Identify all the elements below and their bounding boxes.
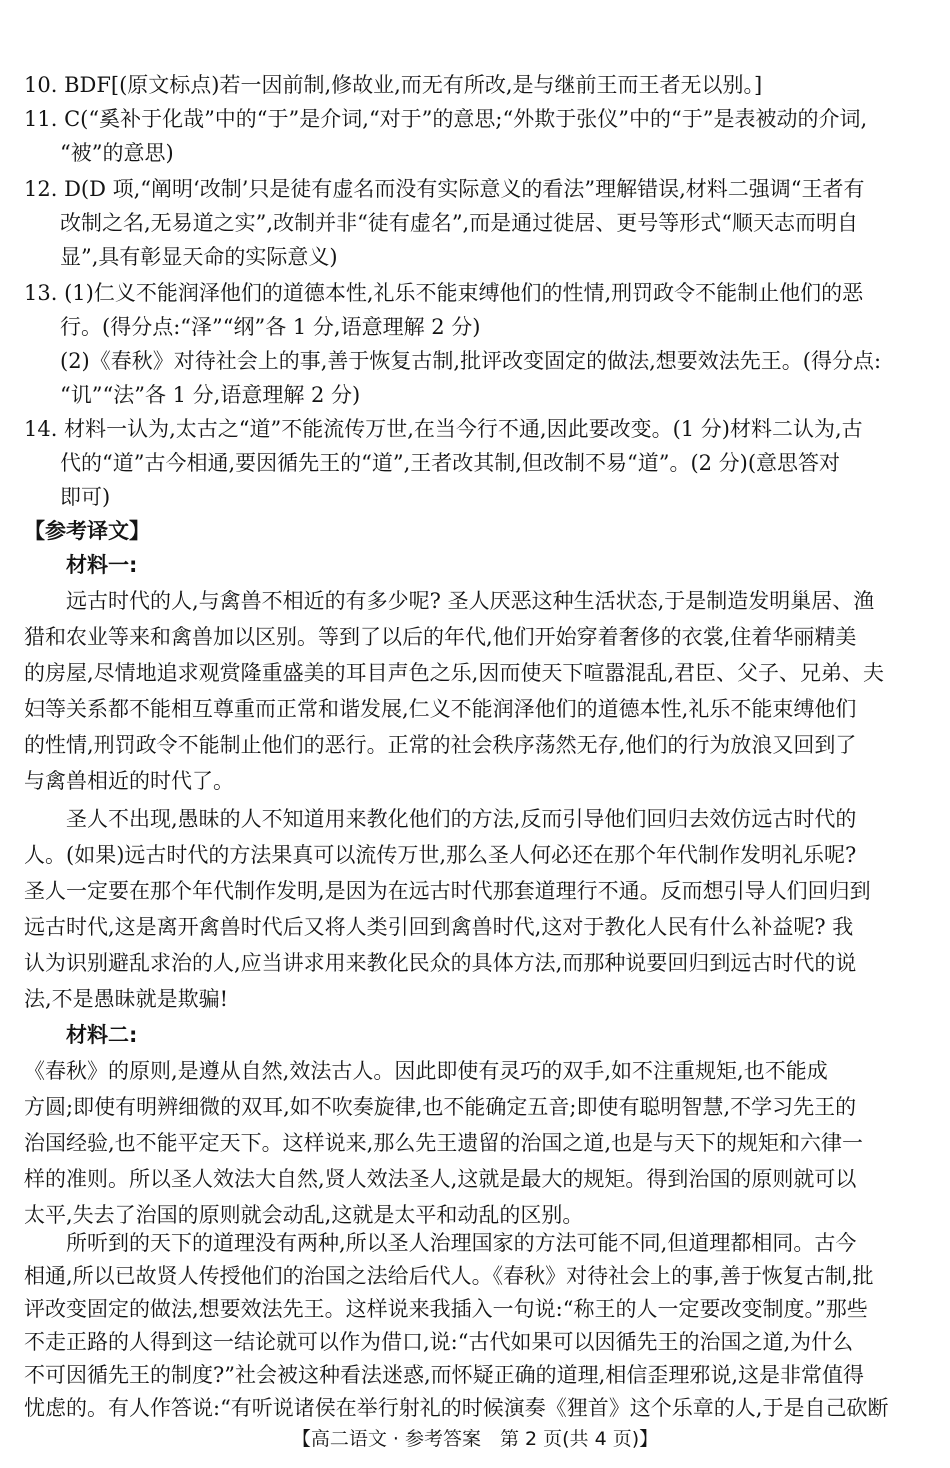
material-2-para-2-line: 不走正路的人得到这一结论就可以作为借口,说:“古代如果可以因循先王的治国之道,为什么	[24, 1330, 854, 1354]
material-1-title: 材料一:	[66, 553, 138, 577]
material-2-para-2-line: 评改变固定的做法,想要效法先王。这样说来我插入一句说:“称王的人一定要改变制度。”那些	[24, 1297, 868, 1321]
material-1-para-2-line: 圣人不出现,愚昧的人不知道用来教化他们的方法,反而引导他们回归去效仿远古时代的	[66, 807, 857, 831]
material-2-para-1-line: 方圆;即使有明辨细微的双耳,如不吹奏旋律,也不能确定五音;即使有聪明智慧,不学习先王的	[24, 1095, 857, 1119]
answer-q13-2-line: (2)《春秋》对待社会上的事,善于恢复古制,批评改变固定的做法,想要效法先王。(得分点:	[60, 349, 882, 373]
material-1-para-1-line: 与禽兽相近的时代了。	[24, 769, 234, 793]
material-1-para-1-line: 的性情,刑罚政令不能制止他们的恶行。正常的社会秩序荡然无存,他们的行为放浪又回到了	[24, 733, 857, 757]
material-1-para-2-line: 认为识别避乱求治的人,应当讲求用来教化民众的具体方法,而那种说要回归到远古时代的说	[24, 951, 857, 975]
material-1-para-1-line: 妇等关系都不能相互尊重而正常和谐发展,仁义不能润泽他们的道德本性,礼乐不能束缚他们	[24, 697, 857, 721]
material-1-para-2-line: 圣人一定要在那个年代制作发明,是因为在远古时代那套道理行不通。反而想引导人们回归到	[24, 879, 871, 903]
answer-q12-line: 改制之名,无易道之实”,改制并非“徒有虚名”,而是通过徙居、更号等形式“顺天志而明自	[60, 211, 858, 235]
answer-q11-line: “被”的意思)	[60, 141, 174, 165]
material-2-para-1-line: 太平,失去了治国的原则就会动乱,这就是太平和动乱的区别。	[24, 1203, 584, 1227]
material-1-para-2-line: 远古时代,这是离开禽兽时代后又将人类引回到禽兽时代,这对于教化人民有什么补益呢? 我	[24, 915, 854, 939]
material-2-para-2-line: 忧虑的。有人作答说:“有听说诸侯在举行射礼的时候演奏《狸首》这个乐章的人,于是自己砍断	[24, 1396, 889, 1420]
material-1-para-1-line: 的房屋,尽情地追求观赏隆重盛美的耳目声色之乐,因而使天下喧嚣混乱,君臣、父子、兄弟、夫	[24, 661, 885, 685]
material-2-title: 材料二:	[66, 1023, 138, 1047]
answer-q11-line: 11. C(“奚补于化哉”中的“于”是介词,“对于”的意思;“外欺于张仪”中的“于”是表被动的介词,	[24, 107, 868, 131]
material-1-para-2-line: 法,不是愚昧就是欺骗!	[24, 987, 229, 1011]
material-2-para-1-line: 治国经验,也不能平定天下。这样说来,那么先王遗留的治国之道,也是与天下的规矩和六律一	[24, 1131, 864, 1155]
answer-q14-line: 14. 材料一认为,太古之“道”不能流传万世,在当今行不通,因此要改变。(1 分)材料二认为,古	[24, 417, 863, 441]
answer-q13-1-line: 13. (1)仁义不能润泽他们的道德本性,礼乐不能束缚他们的性情,刑罚政令不能制止他们的恶	[24, 281, 864, 305]
material-2-para-2-line: 相通,所以已故贤人传授他们的治国之法给后代人。《春秋》对待社会上的事,善于恢复古制,批	[24, 1264, 874, 1288]
material-2-para-2-line: 不可因循先王的制度?”社会被这种看法迷惑,而怀疑正确的道理,相信歪理邪说,这是非常值得	[24, 1363, 865, 1387]
page-footer: 【高二语文 · 参考答案 第 2 页(共 4 页)】	[291, 1428, 659, 1450]
answer-q13-2-line: “讥”“法”各 1 分,语意理解 2 分)	[60, 383, 361, 407]
answer-q14-line: 代的“道”古今相通,要因循先王的“道”,王者改其制,但改制不易“道”。(2 分)(意思答对	[60, 451, 841, 475]
answer-q12-line: 显”,具有彰显天命的实际意义)	[60, 245, 338, 269]
answer-q10-line: 10. BDF[(原文标点)若一因前制,修故业,而无有所改,是与继前王而王者无以别。]	[24, 73, 763, 97]
answer-q13-1-line: 行。(得分点:“泽”“纲”各 1 分,语意理解 2 分)	[60, 315, 481, 339]
material-1-para-1-line: 猎和农业等来和禽兽加以区别。等到了以后的年代,他们开始穿着奢侈的衣裳,住着华丽精美	[24, 625, 857, 649]
answer-q14-line: 即可)	[60, 485, 111, 509]
material-1-para-1-line: 远古时代的人,与禽兽不相近的有多少呢? 圣人厌恶这种生活状态,于是制造发明巢居、渔	[66, 589, 875, 613]
material-1-para-2-line: 人。(如果)远古时代的方法果真可以流传万世,那么圣人何必还在那个年代制作发明礼乐呢?	[24, 843, 857, 867]
material-2-para-1-line: 样的准则。所以圣人效法大自然,贤人效法圣人,这就是最大的规矩。得到治国的原则就可以	[24, 1167, 857, 1191]
material-2-para-2-line: 所听到的天下的道理没有两种,所以圣人治理国家的方法可能不同,但道理都相同。古今	[66, 1231, 857, 1255]
answer-q12-line: 12. D(D 项,“阐明‘改制’只是徒有虚名而没有实际意义的看法”理解错误,材料二强调“王者有	[24, 177, 865, 201]
material-2-para-1-line: 《春秋》的原则,是遵从自然,效法古人。因此即使有灵巧的双手,如不注重规矩,也不能成	[24, 1059, 828, 1083]
translation-heading: 【参考译文】	[24, 519, 150, 543]
